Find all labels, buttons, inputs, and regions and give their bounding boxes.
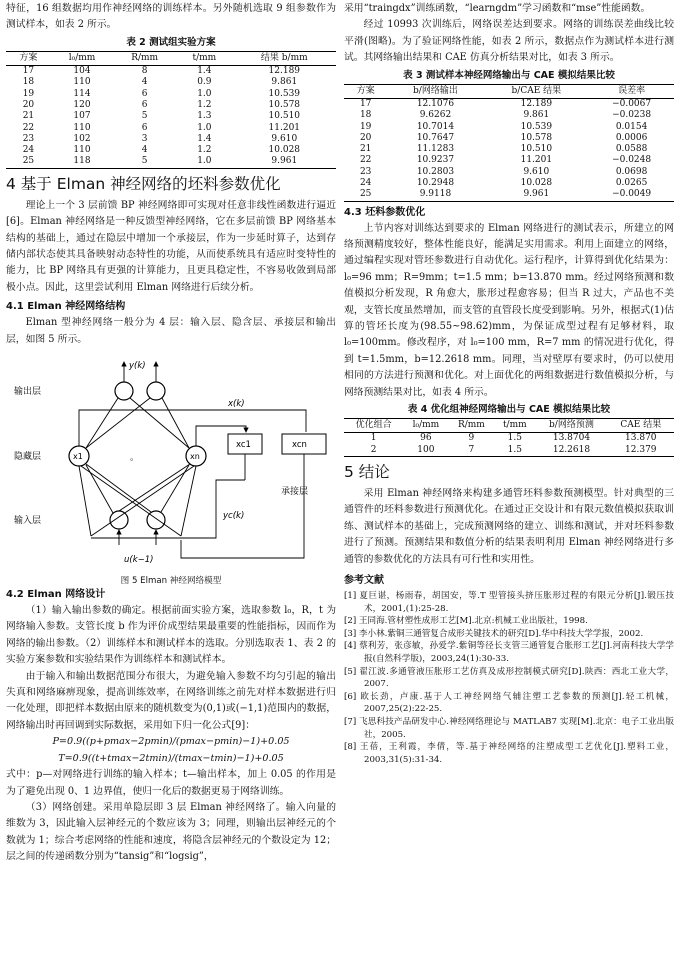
table3-cell: 17 xyxy=(359,98,372,109)
table3-cell: 0.0698 xyxy=(615,166,648,177)
table4-cell: 1.5 xyxy=(494,445,535,457)
table2-cell: 5 xyxy=(113,156,176,168)
table2-row xyxy=(6,145,336,156)
table4-cell: 13.870 xyxy=(625,433,657,444)
table3-cell: 11.1283 xyxy=(416,144,455,155)
table2-cell: 6 xyxy=(141,88,148,99)
table4-header-cell: R/mm xyxy=(449,419,495,433)
table2-cell: 114 xyxy=(73,88,91,99)
table2-cell: 1.0 xyxy=(197,122,212,133)
reference-item: [6] 欧长劲，卢康.基于人工神经网络气辅注塑工艺参数的预测[J].轻工机械，2007,25(2):22-25. xyxy=(344,691,674,715)
reference-item: [1] 夏巨谌，杨雨春，胡国安，等.T 型管接头挤压胀形过程的有限元分析[J].锻压技术，2001,(1):25-28. xyxy=(344,590,674,614)
table2-cell: 107 xyxy=(73,111,91,122)
label-xn: xn xyxy=(190,452,200,462)
training-result-paragraph: 经过 10993 次训练后，网络误差达到要求。网络的训练误差曲线比较平滑(图略)。为了验证网络性能，如表 2 所示，数据点作为测试样本进行测试。其网络输出结果和 CAE 仿真分析结果对比，如表 3 所示。 xyxy=(344,19,674,64)
table3-cell: −0.0248 xyxy=(612,155,652,166)
table3-row xyxy=(344,98,674,110)
figure5-caption: 图 5 Elman 神经网络模型 xyxy=(120,576,222,587)
subsection41-paragraph: Elman 型神经网络一般分为 4 层：输入层、隐含层、承接层和输出层，如图 5 所示。 xyxy=(6,317,336,345)
subsection43-paragraph: 上节内容对训练达到要求的 Elman 网络进行的测试表示，所建立的网络预测精度较好，整体性能良好，能满足实用需求。利用上面建立的网络，通过编程实现对管坯参数进行自动优化。运行程序，计算得到优化结果为：l₀=96 mm；R=9mm；t=1.5 mm；b=13.870 mm。经过网络预测和数值模拟分析发现，R 角愈大，胀形过程愈容易；但当 R 过大，产品也不美观，支管长度虽然增加，而支管的直管段长度受到影响。另外，根据式(1)估算的管坯长度为(98.55~98.62)mm，为保证成型过程有足够材料，取 l₀=100mm。修改程序，对 l₀=100 mm，R=7 mm 的情况进行优化，得到 t=1.5mm，b=12.2618 mm。同理，当对壁厚有要求时，仍可以使用相同的方法进行预测和优化。对上面优化的两组数据进行数值模拟分析，与网络预测结果对比，如表 4 所示。 xyxy=(344,222,674,398)
reference-item: [8] 王蓓，王利霞，李倩，等.基于神经网络的注塑成型工艺优化[J].塑料工业，2003,31(5):31-34. xyxy=(344,742,674,765)
table3-header-cell: b/CAE 结果 xyxy=(484,84,590,98)
table3-cell: 9.9118 xyxy=(387,189,483,201)
table2-cell: 1.4 xyxy=(197,66,212,77)
table4-cell: 9 xyxy=(468,433,475,444)
reference-item: [4] 蔡利芳，张彦敏，孙爱学.紫铜等径长支管三通管复合胀形工艺[J].河南科技大学学报(自然科学版)，2003,24(1):30-33. xyxy=(344,641,674,664)
table3-cell: 23 xyxy=(359,166,372,177)
table3-cell: 24 xyxy=(359,178,372,188)
table4-row xyxy=(344,445,674,457)
table3-cell: 10.578 xyxy=(520,132,553,143)
intro-paragraph: 特征，16 组数据均用作神经网络的训练样本。另外随机选取 9 组参数作为测试样本，如表 2 所示。 xyxy=(6,3,336,31)
table2-cell: 11.201 xyxy=(268,122,301,133)
table3-cell: 0.0006 xyxy=(615,132,648,143)
table2-cell: 10.028 xyxy=(268,145,301,156)
table3-cell: 10.2948 xyxy=(416,178,455,188)
subsection41-title: 4.1 Elman 神经网络结构 xyxy=(6,301,126,313)
table2-cell: 5 xyxy=(141,111,148,122)
label-x1: x1 xyxy=(73,452,83,462)
table2-cell: 120 xyxy=(73,100,91,110)
table2-cell: 1.3 xyxy=(197,111,212,122)
table2-header-cell: 方案 xyxy=(6,51,51,65)
table2-cell: 25 xyxy=(6,156,51,168)
table2-header-cell: R/mm xyxy=(113,51,176,65)
table4-header-cell: t/mm xyxy=(494,419,535,433)
right-column xyxy=(344,0,674,766)
table2-row xyxy=(6,66,336,78)
subsection42-title: 4.2 Elman 网络设计 xyxy=(6,589,106,601)
table3-cell: 22 xyxy=(359,155,372,166)
label-input-layer: 输入层 xyxy=(14,516,42,527)
table2-cell: 3 xyxy=(141,133,148,144)
table4-cell: 13.8704 xyxy=(552,433,591,444)
table4-row xyxy=(344,433,674,445)
input-node-1 xyxy=(110,511,128,529)
table2-cell: 9.610 xyxy=(271,133,298,144)
table2-header-cell: l₀/mm xyxy=(51,51,113,65)
table3-cell: 10.7647 xyxy=(416,132,455,143)
table3-cell: 9.961 xyxy=(484,189,590,201)
table2-cell: 1.4 xyxy=(197,133,212,144)
reference-item: [3] 李小林.紫铜三通管复合成形关键技术的研究[D].华中科技大学学报，2002. xyxy=(344,628,644,639)
table2-cell: 10.578 xyxy=(268,100,301,110)
table2-cell: 20 xyxy=(22,100,35,110)
left-column xyxy=(6,0,336,866)
table3-cell: −0.0238 xyxy=(612,110,652,121)
table4 xyxy=(344,418,674,457)
table3-row xyxy=(344,155,674,166)
table3-cell: 10.2803 xyxy=(416,166,455,177)
table3-cell: 9.610 xyxy=(523,166,550,177)
table3-cell: 11.201 xyxy=(520,155,553,166)
table3-cell: 10.028 xyxy=(520,178,553,188)
table2-header-cell: 结果 b/mm xyxy=(233,51,336,65)
table2-row xyxy=(6,156,336,168)
table2-cell: 19 xyxy=(22,88,35,99)
table3-row xyxy=(344,144,674,155)
table2-cell: 21 xyxy=(22,111,35,122)
table2-row xyxy=(6,100,336,111)
table2-row xyxy=(6,123,336,134)
table4-header-cell: b/网络预测 xyxy=(535,419,607,433)
table3-cell: 10.510 xyxy=(520,144,553,155)
table4-header-cell: CAE 结果 xyxy=(608,419,674,433)
table4-cell: 1.5 xyxy=(507,433,522,444)
section5-title: 5 结论 xyxy=(344,462,390,481)
table2-cell: 12.189 xyxy=(268,66,301,77)
table4-cell: 2 xyxy=(344,445,403,457)
table3-header-cell: 误差率 xyxy=(589,84,674,98)
table2-cell: 1.2 xyxy=(197,100,212,110)
table3-cell: 12.189 xyxy=(520,98,553,109)
label-dots: 。 xyxy=(130,453,140,464)
reference-item: [7] 飞思科技产品研发中心.神经网络理论与 MATLAB7 实现[M].北京：电子工业出版社，2005. xyxy=(344,716,674,740)
label-context-layer: 承接层 xyxy=(281,487,309,498)
table3-caption: 表 3 测试样本神经网络输出与 CAE 模拟结果比较 xyxy=(403,69,615,81)
table2-cell: 8 xyxy=(141,66,148,77)
label-xk: x(k) xyxy=(228,399,245,410)
table2 xyxy=(6,51,336,169)
table2-cell: 1.2 xyxy=(197,145,212,156)
reference-item: [2] 王同海.管材塑性成形工艺[M].北京:机械工业出版社，1998. xyxy=(344,616,588,627)
table2-cell: 110 xyxy=(73,145,91,156)
table3-cell: 18 xyxy=(359,110,372,121)
table2-row xyxy=(6,134,336,145)
table4-caption: 表 4 优化组神经网络输出与 CAE 模拟结果比较 xyxy=(407,404,611,416)
label-xc1: xc1 xyxy=(236,440,251,451)
table2-cell: 1.0 xyxy=(176,156,232,168)
table2-cell: 118 xyxy=(51,156,113,168)
table2-cell: 110 xyxy=(73,77,91,88)
reference-item: [5] 翟江波.多通管液压胀形工艺仿真及成形控制模式研究[D].陕西：西北工业大学，2007. xyxy=(344,666,674,690)
table3-cell: 9.6262 xyxy=(419,110,452,121)
table3-cell: 19 xyxy=(359,121,372,132)
table2-cell: 102 xyxy=(73,133,91,144)
table2-cell: 4 xyxy=(141,77,148,88)
table2-cell: 18 xyxy=(22,77,35,88)
table2-header-cell: t/mm xyxy=(176,51,232,65)
table2-row xyxy=(6,89,336,100)
table2-cell: 17 xyxy=(22,66,35,77)
table2-cell: 22 xyxy=(22,122,35,133)
table3-row xyxy=(344,110,674,121)
formula-note: 式中：p—对网络进行训练的输入样本；t—输出样本，加上 0.05 的作用是为了避免出现 0、1 边界值，使归一化后的数据更易于网络训练。 xyxy=(6,769,336,797)
normalization-formula-1: P=0.9((p+pmax−2pmin)/(pmax−pmin)−1)+0.05 xyxy=(52,736,290,748)
table4-cell: 7 xyxy=(449,445,495,457)
table2-row xyxy=(6,111,336,122)
table3-row xyxy=(344,122,674,133)
table2-cell: 6 xyxy=(141,122,148,133)
table3-header-cell: 方案 xyxy=(344,84,387,98)
training-functions-paragraph: 采用“traingdx”训练函数，“learngdm”学习函数和“mse”性能函数。 xyxy=(344,3,651,14)
table3-cell: 0.0265 xyxy=(615,178,648,188)
table3-cell: 20 xyxy=(359,132,372,143)
table3-header-cell: b/网络输出 xyxy=(387,84,483,98)
table2-cell: 23 xyxy=(22,133,35,144)
table2-cell: 110 xyxy=(73,122,91,133)
table4-cell: 12.2618 xyxy=(535,445,607,457)
table2-cell: 10.510 xyxy=(268,111,301,122)
table2-cell: 9.861 xyxy=(271,77,298,88)
table3-cell: 25 xyxy=(344,189,387,201)
table4-cell: 96 xyxy=(420,433,432,444)
table3-cell: 12.1076 xyxy=(416,98,455,109)
label-yk: y(k) xyxy=(129,361,146,372)
subsection42-paragraph-2: 由于输入和输出数据范围分布很大，为避免输入参数不均匀引起的输出失真和网络麻痹现象，提高训练效率，在网络训练之前先对样本数据进行归一化处理，即把样本数据由原来的随机数变为(0,1)或(−1,1)范围内的数据，网络输出时再回调到实际数据，采用如下归一化公式[9]： xyxy=(6,670,336,731)
output-node-1 xyxy=(115,382,133,400)
label-yc: yc(k) xyxy=(223,511,245,522)
table2-caption: 表 2 测试组实验方案 xyxy=(126,36,216,48)
label-hidden-layer: 隐藏层 xyxy=(14,452,42,463)
conclusion-paragraph: 采用 Elman 神经网络来构建多通管坯料参数预测模型。针对典型的三通管件的坯料参数进行预测优化。在通过正交设计和有限元数值模拟获取训练、测试样本的基础上，完成预测网络的建立、训练和测试，并对坯料参数进行了预测。预测结果和数值分析的结果表明利用 Elman 神经网络进行多通管的参数优化的方法具有可行性和实用性。 xyxy=(344,487,674,565)
table4-cell: 100 xyxy=(403,445,448,457)
table3-row xyxy=(344,133,674,144)
table3 xyxy=(344,84,674,202)
subsection42-paragraph-3: （3）网络创建。采用单隐层即 3 层 Elman 神经网络了。输入向量的维数为 3，因此输入层神经元的个数应该为 3；同理，则输出层神经元的个数就为 1；综合考虑网络的性能和速度，将隐含层神经元的个数设定为 12；层之间的传递函数分别为“tansig”和“logsig”， xyxy=(6,801,336,863)
table4-cell: 12.379 xyxy=(608,445,674,457)
table3-cell: 10.7014 xyxy=(416,121,455,132)
table2-cell: 0.9 xyxy=(197,77,212,88)
normalization-formula-2: T=0.9((t+tmax−2tmin)/(tmax−tmin)−1)+0.05 xyxy=(58,752,284,764)
table3-cell: 21 xyxy=(359,144,372,155)
table3-cell: 9.861 xyxy=(523,110,550,121)
table3-cell: −0.0067 xyxy=(612,98,652,109)
table3-cell: 10.539 xyxy=(520,121,553,132)
table3-cell: −0.0049 xyxy=(589,189,674,201)
references-list xyxy=(344,590,674,766)
table3-row xyxy=(344,189,674,201)
table3-row xyxy=(344,167,674,178)
section4-title: 4 基于 Elman 神经网络的坯料参数优化 xyxy=(6,174,281,193)
table4-header-cell: l₀/mm xyxy=(403,419,448,433)
table2-cell: 6 xyxy=(141,100,148,110)
figure5-elman-diagram xyxy=(6,348,336,587)
table2-cell: 24 xyxy=(22,145,35,156)
subsection43-title: 4.3 坯料参数优化 xyxy=(344,206,426,218)
table3-cell: 10.9237 xyxy=(416,155,455,166)
table2-cell: 9.961 xyxy=(233,156,336,168)
table4-header-cell: 优化组合 xyxy=(344,419,403,433)
table3-cell: 0.0588 xyxy=(615,144,648,155)
label-xcn: xcn xyxy=(292,440,307,451)
output-node-2 xyxy=(147,382,165,400)
subsection42-paragraph-1: （1）输入输出参数的确定。根据前面实验方案，选取参数 l₀，R，t 为网络输入参数。支管长度 b 作为评价成型结果最重要的性能指标，因而作为网络的输出参数。（2）训练样本和测试样本的选取。分别选取表 1、表 2 的实验方案参数和实验结果作为训练样本和测试样本。 xyxy=(6,605,336,666)
table2-cell: 10.539 xyxy=(268,88,301,99)
table4-cell: 1 xyxy=(370,433,377,444)
table3-row xyxy=(344,178,674,189)
table3-cell: 0.0154 xyxy=(615,121,648,132)
table2-cell: 4 xyxy=(141,145,148,156)
section4-paragraph: 理论上一个 3 层前馈 BP 神经网络即可实现对任意非线性函数进行逼近[6]。Elman 神经网络是一种反馈型神经网络，它在多层前馈 BP 网络基本结构的基础上，通过在隐层中增加一个承接层，作为一步延时算子，达到存储内部状态使其具备映射动态特性的功能，从而使系统具有适应时变特性的能力，比 BP 网络具有更强的计算能力，且更具稳定性，不容易收敛到局部极小点。因此，这里尝试利用 Elman 网络进行后续分析。 xyxy=(6,199,336,293)
label-uk: u(k−1) xyxy=(124,555,154,566)
table2-cell: 1.0 xyxy=(197,88,212,99)
table2-cell: 104 xyxy=(73,66,91,77)
references-title: 参考文献 xyxy=(344,574,384,586)
table2-row xyxy=(6,77,336,88)
label-output-layer: 输出层 xyxy=(14,387,42,398)
